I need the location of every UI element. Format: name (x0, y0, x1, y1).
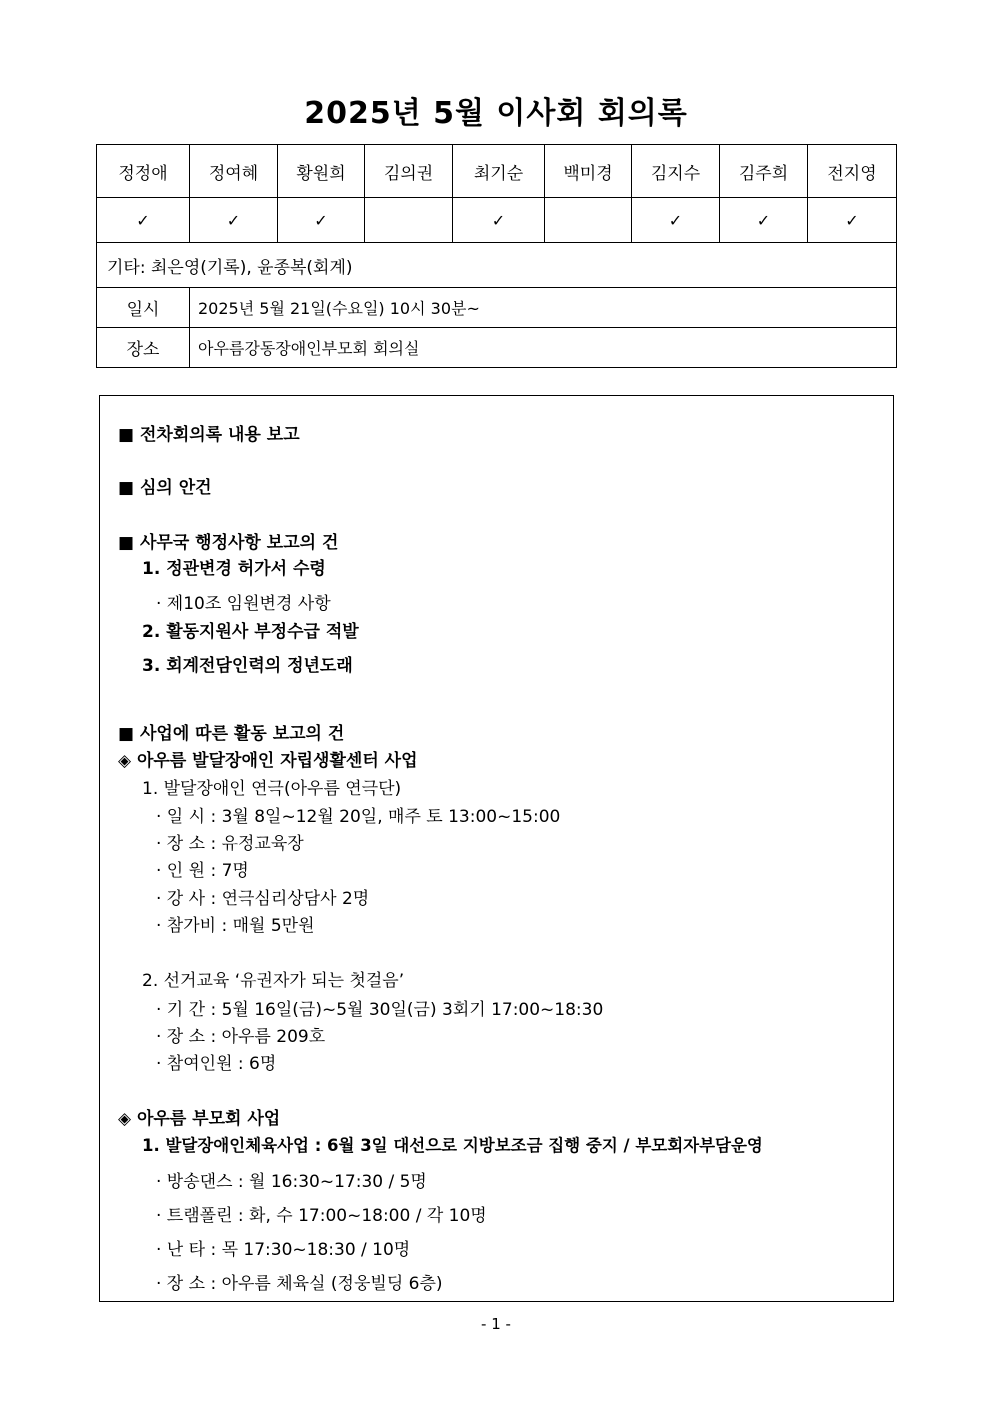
bullet-item: · 난 타 : 목 17:30~18:30 / 10명 (156, 1240, 411, 1260)
bullet-item: · 장 소 : 아우름 체육실 (정웅빌딩 6층) (156, 1274, 443, 1294)
place-value: 아우름강동장애인부모회 회의실 (190, 328, 897, 368)
section-heading: ■ 심의 안건 (118, 478, 212, 498)
numbered-item: 1. 발달장애인체육사업 : 6월 3일 대선으로 지방보조금 집행 중지 / 부모회자부담운영 (142, 1136, 763, 1155)
document-title: 2025년 5월 이사회 회의록 (304, 96, 688, 131)
member-name: 황원희 (278, 145, 365, 198)
bullet-item: · 일 시 : 3월 8일~12월 20일, 매주 토 13:00~15:00 (156, 807, 561, 827)
attendance-mark: ✓ (808, 198, 897, 243)
datetime-label: 일시 (97, 288, 190, 328)
bullet-item: · 방송댄스 : 월 16:30~17:30 / 5명 (156, 1172, 427, 1192)
other-attendees: 기타: 최은영(기록), 윤종복(회계) (97, 243, 897, 288)
attendance-mark (365, 198, 453, 243)
member-name: 전지영 (808, 145, 897, 198)
bullet-item: · 참여인원 : 6명 (156, 1054, 277, 1074)
bullet-item: · 트램폴린 : 화, 수 17:00~18:00 / 각 10명 (156, 1206, 487, 1226)
member-name: 최기순 (453, 145, 545, 198)
section-heading: ■ 전차회의록 내용 보고 (118, 425, 300, 445)
bullet-item: · 기 간 : 5월 16일(금)~5월 30일(금) 3회기 17:00~18:30 (156, 1000, 604, 1020)
attendance-mark: ✓ (720, 198, 808, 243)
attendance-mark (545, 198, 632, 243)
member-name: 백미경 (545, 145, 632, 198)
attendance-table (96, 144, 897, 368)
numbered-item: 2. 활동지원사 부정수급 적발 (142, 622, 359, 642)
attendance-mark: ✓ (97, 198, 190, 243)
numbered-item: 1. 정관변경 허가서 수령 (142, 559, 326, 579)
member-name: 김주희 (720, 145, 808, 198)
attendance-mark: ✓ (278, 198, 365, 243)
section-heading: ■ 사업에 따른 활동 보고의 건 (118, 724, 345, 744)
bullet-item: · 장 소 : 아우름 209호 (156, 1027, 326, 1047)
numbered-item: 2. 선거교육 ‘유권자가 되는 첫걸음’ (142, 971, 405, 991)
bullet-item: · 인 원 : 7명 (156, 861, 249, 881)
page-number: - 1 - (481, 1315, 511, 1333)
member-name: 김지수 (632, 145, 720, 198)
bullet-item: · 장 소 : 유정교육장 (156, 834, 304, 854)
datetime-value: 2025년 5월 21일(수요일) 10시 30분~ (190, 288, 897, 328)
section-heading: ■ 사무국 행정사항 보고의 건 (118, 533, 339, 553)
attendance-mark: ✓ (632, 198, 720, 243)
member-name: 정정애 (97, 145, 190, 198)
bullet-item: · 강 사 : 연극심리상담사 2명 (156, 889, 370, 909)
bullet-item: · 참가비 : 매월 5만원 (156, 916, 315, 936)
place-label: 장소 (97, 328, 190, 368)
subsection-heading: ◈ 아우름 부모회 사업 (118, 1109, 281, 1129)
subsection-heading: ◈ 아우름 발달장애인 자립생활센터 사업 (118, 751, 418, 771)
numbered-item: 3. 회계전담인력의 정년도래 (142, 656, 353, 676)
member-name: 정여혜 (190, 145, 278, 198)
attendance-mark: ✓ (453, 198, 545, 243)
numbered-item: 1. 발달장애인 연극(아우름 연극단) (142, 779, 402, 799)
bullet-item: · 제10조 임원변경 사항 (156, 594, 331, 614)
member-name: 김의권 (365, 145, 453, 198)
attendance-mark: ✓ (190, 198, 278, 243)
minutes-body (99, 395, 894, 1302)
